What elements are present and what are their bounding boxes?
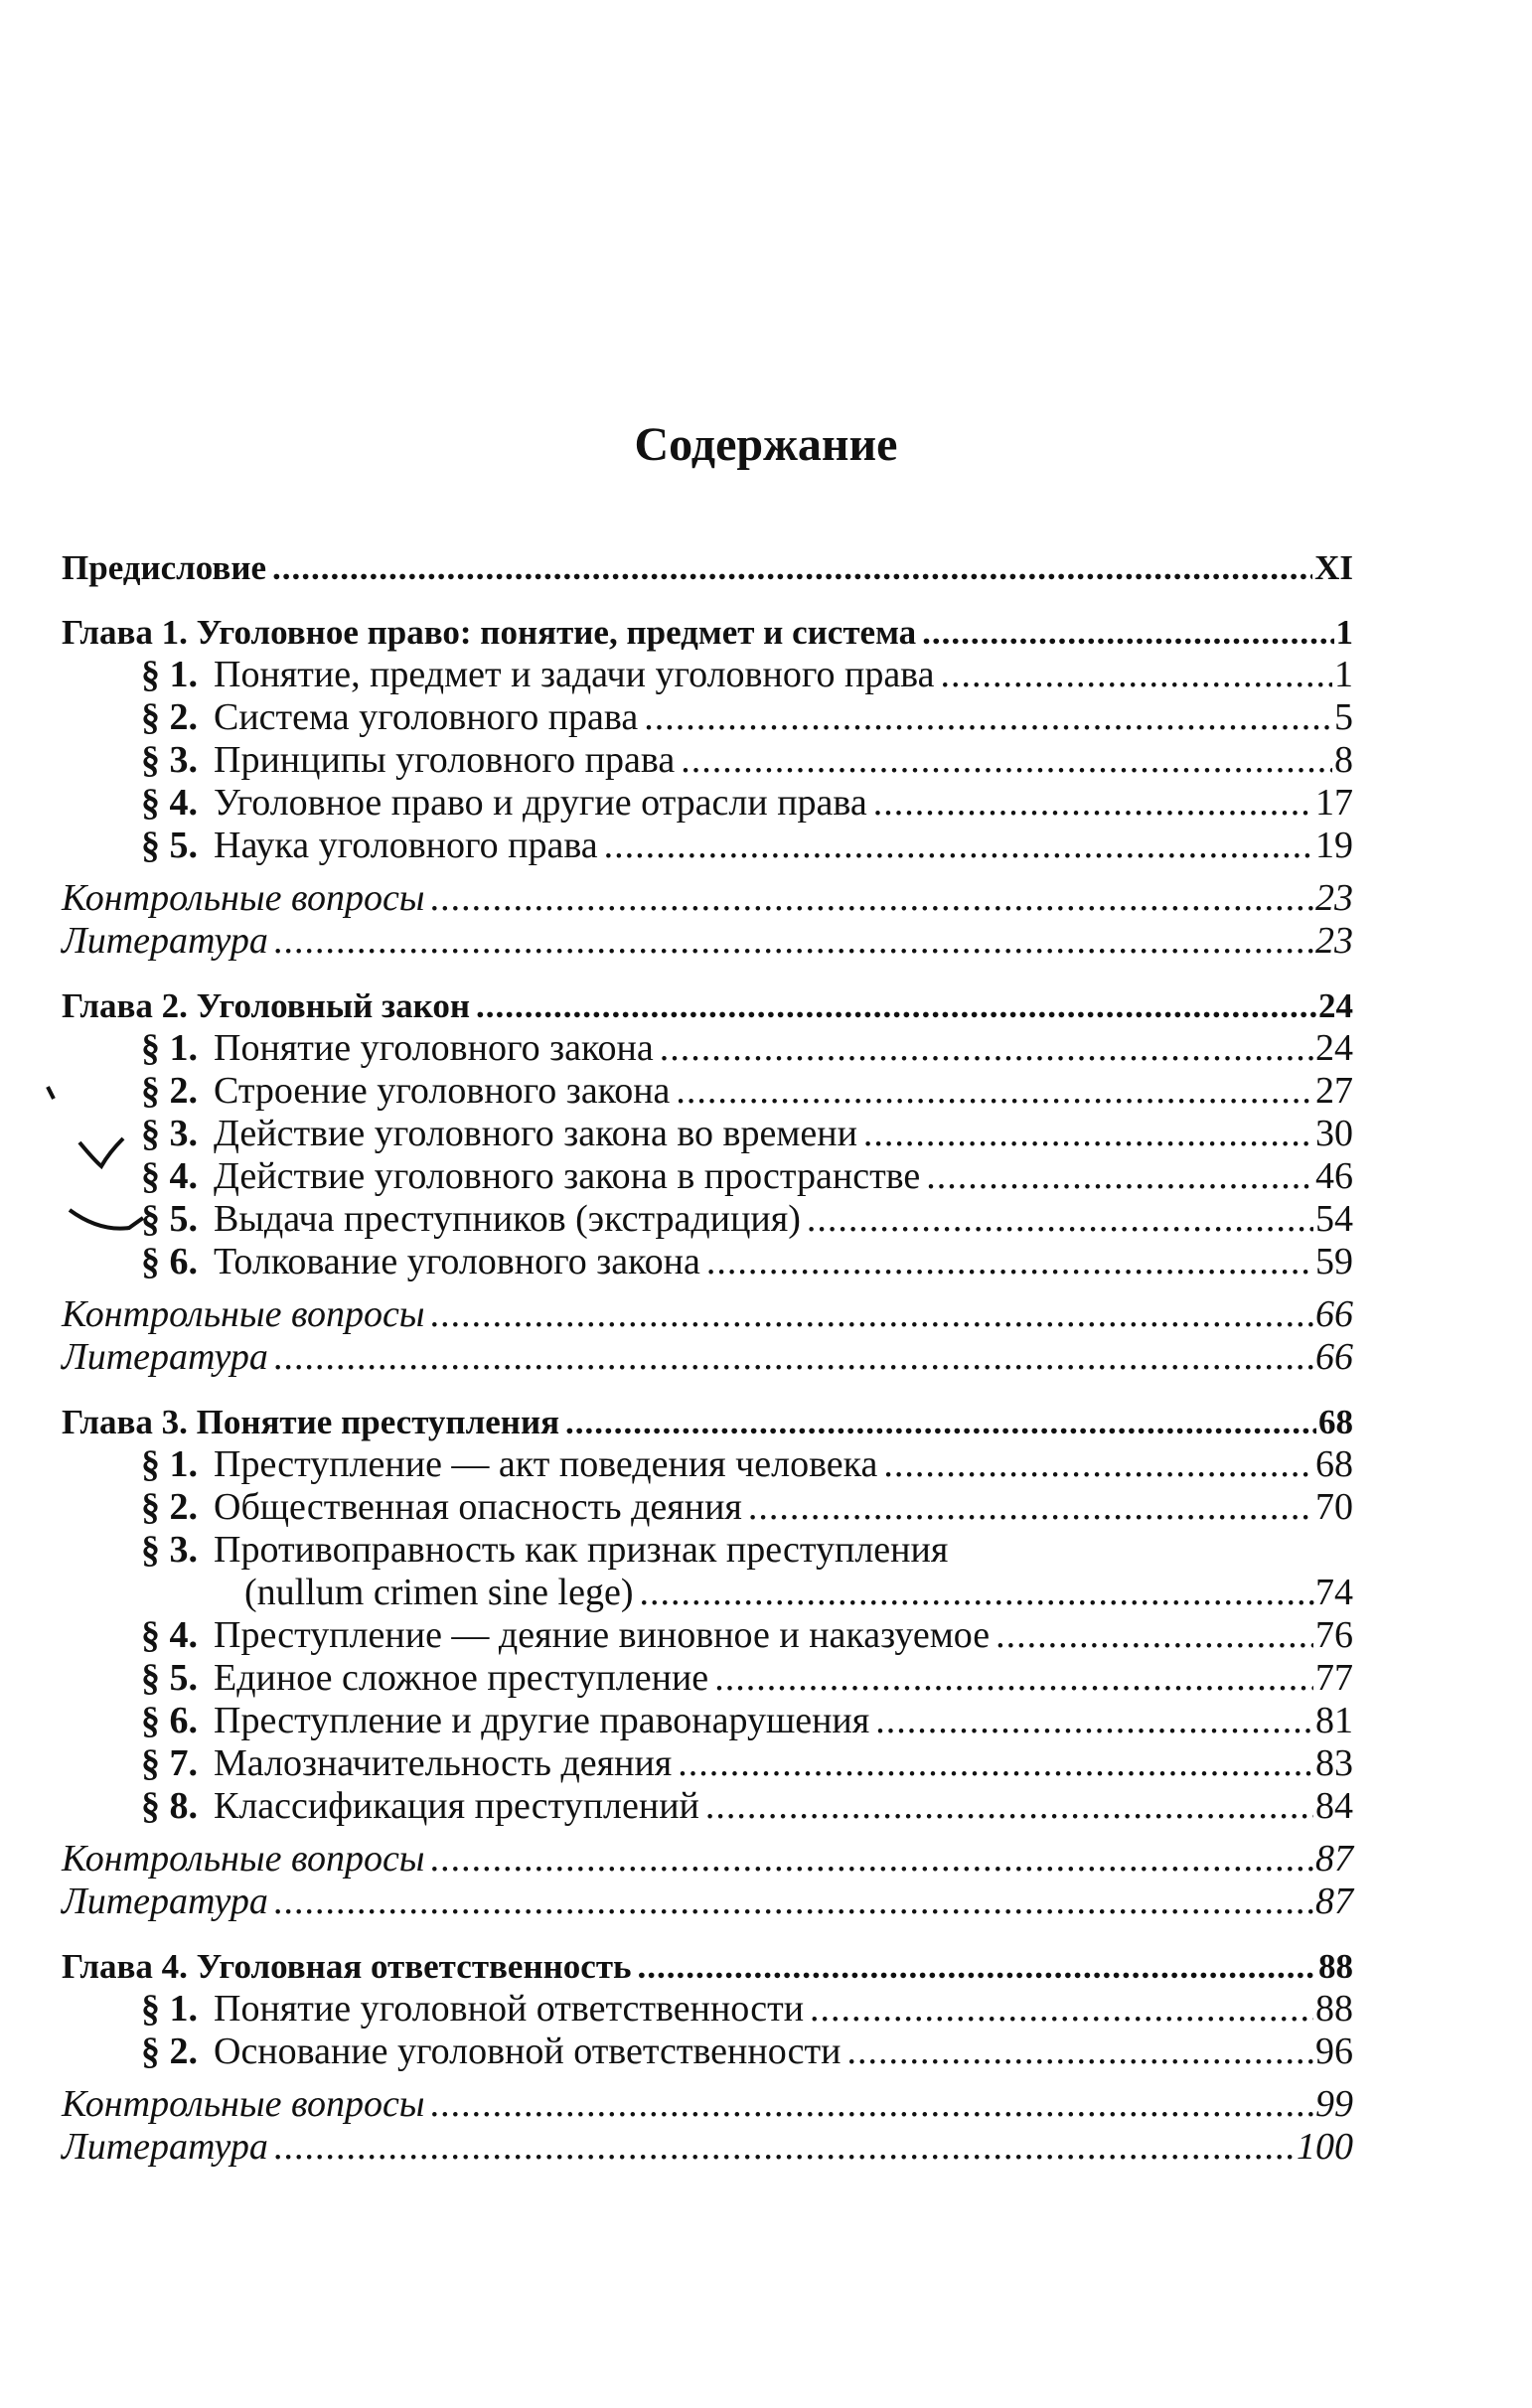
toc-entry-label xyxy=(141,1198,807,1241)
section-number: § 1. xyxy=(141,1027,198,1069)
dot-leader xyxy=(875,1700,1313,1742)
page-number: 46 xyxy=(1315,1155,1353,1197)
table-of-contents xyxy=(62,546,1353,2169)
page-number: 84 xyxy=(1315,1785,1353,1827)
dot-leader xyxy=(638,1945,1316,1988)
toc-entry-text: Предисловие xyxy=(62,548,267,587)
dot-leader xyxy=(748,1486,1313,1529)
toc-entry-label xyxy=(62,1881,274,1923)
toc-section-entry xyxy=(62,1785,1353,1828)
toc-chapter-entry xyxy=(62,1401,1353,1443)
dot-leader xyxy=(996,1614,1313,1657)
dot-leader xyxy=(431,1838,1313,1881)
toc-entry-label xyxy=(141,2031,846,2073)
toc-entry-text: Контрольные вопросы xyxy=(62,1293,425,1335)
page-number: 99 xyxy=(1315,2083,1353,2125)
toc-entry-label xyxy=(141,1155,926,1198)
toc-entry-label xyxy=(141,1113,863,1155)
toc-section-entry xyxy=(62,1241,1353,1283)
dot-leader xyxy=(604,825,1313,867)
toc-entry-text: Глава 1. Уголовное право: понятие, предмет и система xyxy=(62,613,917,652)
dot-leader xyxy=(926,1155,1313,1198)
toc-entry-label xyxy=(141,782,873,825)
page-number: 59 xyxy=(1315,1241,1353,1282)
section-number: § 3. xyxy=(141,1529,198,1571)
handwritten-tick-mark xyxy=(40,1083,179,1272)
toc-entry-text: Единое сложное преступление xyxy=(214,1657,709,1699)
toc-entry-label xyxy=(62,920,274,963)
page-number: 96 xyxy=(1315,2031,1353,2072)
toc-entry-label xyxy=(141,739,681,782)
section-number: § 5. xyxy=(141,1198,198,1240)
toc-entry-label xyxy=(141,1443,883,1486)
toc-entry-text: Наука уголовного права xyxy=(214,825,598,866)
toc-entry-label xyxy=(62,2126,274,2169)
dot-leader xyxy=(644,696,1332,739)
toc-entry-text: Малозначительность деяния xyxy=(214,1742,673,1784)
toc-entry-text: Преступление — акт поведения человека xyxy=(214,1443,878,1485)
dot-leader xyxy=(941,654,1333,696)
toc-entry-text: Действие уголовного закона в пространстве xyxy=(214,1155,921,1197)
page-number: 70 xyxy=(1315,1486,1353,1528)
toc-entry-text: Литература xyxy=(62,1336,268,1378)
toc-entry-label xyxy=(141,1241,706,1283)
dot-leader xyxy=(883,1443,1313,1486)
section-number: § 1. xyxy=(141,1443,198,1485)
toc-section-entry xyxy=(62,1700,1353,1742)
page-number: 19 xyxy=(1315,825,1353,866)
dot-leader xyxy=(714,1657,1313,1700)
page-number: 77 xyxy=(1315,1657,1353,1699)
dot-leader xyxy=(705,1785,1313,1828)
page-number: 87 xyxy=(1315,1881,1353,1922)
toc-section-entry xyxy=(62,1113,1353,1155)
toc-section-entry xyxy=(62,1070,1353,1113)
toc-entry-text: Литература xyxy=(62,1881,268,1922)
section-number: § 2. xyxy=(141,1070,198,1112)
page-number: 30 xyxy=(1315,1113,1353,1154)
dot-leader xyxy=(846,2031,1313,2073)
section-number: § 3. xyxy=(141,739,198,781)
toc-entry-text: Понятие уголовной ответственности xyxy=(214,1988,805,2030)
toc-section-entry xyxy=(62,739,1353,782)
section-number: § 1. xyxy=(141,654,198,695)
toc-entry-label xyxy=(141,1486,748,1529)
toc-entry-text: Классификация преступлений xyxy=(214,1785,699,1827)
toc-section-entry xyxy=(62,654,1353,696)
page-number: 74 xyxy=(1315,1572,1353,1613)
section-number: § 7. xyxy=(141,1742,198,1784)
dot-leader xyxy=(678,1742,1313,1785)
toc-section-entry xyxy=(62,782,1353,825)
toc-entry-label xyxy=(62,1838,431,1881)
dot-leader xyxy=(676,1070,1313,1113)
page-number: 54 xyxy=(1315,1198,1353,1240)
toc-entry-label-continued: (nullum crimen sine lege) xyxy=(244,1572,634,1613)
dot-leader xyxy=(431,2083,1313,2126)
toc-entry-label xyxy=(62,2083,431,2126)
toc-meta-entry xyxy=(62,1838,1353,1881)
toc-entry-label xyxy=(62,1293,431,1336)
toc-meta-entry xyxy=(62,1336,1353,1379)
dot-leader xyxy=(706,1241,1313,1283)
section-number: § 8. xyxy=(141,1785,198,1827)
dot-leader xyxy=(274,2126,1295,2169)
dot-leader xyxy=(272,546,1312,589)
toc-entry-text: Уголовное право и другие отрасли права xyxy=(214,782,867,824)
toc-section-entry xyxy=(62,1443,1353,1486)
toc-entry-label xyxy=(62,1336,274,1379)
page-title: Содержание xyxy=(634,418,898,471)
page-number: 81 xyxy=(1315,1700,1353,1741)
toc-section-entry xyxy=(62,1198,1353,1241)
page-number: 68 xyxy=(1318,1403,1353,1441)
toc-chapter-entry xyxy=(62,611,1353,654)
toc-meta-entry xyxy=(62,920,1353,963)
toc-meta-entry xyxy=(62,1293,1353,1336)
page-number: 1 xyxy=(1334,654,1353,695)
toc-entry-label xyxy=(141,1988,810,2031)
toc-entry-first-line xyxy=(141,1529,1353,1572)
toc-entry-label xyxy=(62,611,922,654)
toc-meta-entry xyxy=(62,1881,1353,1923)
section-number: § 1. xyxy=(141,1988,198,2030)
toc-entry-label xyxy=(141,696,644,739)
toc-entry-text: Действие уголовного закона во времени xyxy=(214,1113,857,1154)
toc-meta-entry xyxy=(62,2126,1353,2169)
page-number: 76 xyxy=(1315,1614,1353,1656)
section-number: § 4. xyxy=(141,1614,198,1656)
toc-entry-text: Выдача преступников (экстрадиция) xyxy=(214,1198,801,1240)
page-number: 27 xyxy=(1315,1070,1353,1112)
toc-entry-text: Контрольные вопросы xyxy=(62,2083,425,2125)
dot-leader xyxy=(274,1881,1313,1923)
toc-entry-text: Глава 4. Уголовная ответственность xyxy=(62,1947,632,1986)
toc-entry-text: Преступление и другие правонарушения xyxy=(214,1700,870,1741)
dot-leader xyxy=(873,782,1313,825)
toc-entry-text: Общественная опасность деяния xyxy=(214,1486,742,1528)
toc-entry-text: Основание уголовной ответственности xyxy=(214,2031,842,2072)
page-number: 66 xyxy=(1315,1336,1353,1378)
page-number: 24 xyxy=(1318,986,1353,1025)
toc-entry-text: Принципы уголовного права xyxy=(214,739,676,781)
toc-entry-label: Противоправность как признак преступления xyxy=(214,1529,949,1571)
dot-leader xyxy=(565,1401,1316,1443)
toc-entry-text: Понятие уголовного закона xyxy=(214,1027,654,1069)
toc-entry-text: Глава 3. Понятие преступления xyxy=(62,1403,560,1441)
toc-entry-label xyxy=(141,1657,714,1700)
section-number: § 6. xyxy=(141,1700,198,1741)
toc-chapter-entry xyxy=(62,1945,1353,1988)
page-number: 24 xyxy=(1315,1027,1353,1069)
section-number: § 2. xyxy=(141,2031,198,2072)
dot-leader xyxy=(274,1336,1313,1379)
toc-section-entry xyxy=(62,1529,1353,1614)
dot-leader xyxy=(476,984,1316,1027)
toc-entry-label xyxy=(62,546,272,589)
dot-leader xyxy=(810,1988,1313,2031)
toc-entry-label xyxy=(141,1070,676,1113)
page-number: XI xyxy=(1314,548,1353,587)
toc-entry-text: Глава 2. Уголовный закон xyxy=(62,986,470,1025)
toc-entry-text: Литература xyxy=(62,920,268,962)
page-number: 66 xyxy=(1315,1293,1353,1335)
toc-entry-label xyxy=(141,1700,875,1742)
toc-section-entry xyxy=(62,2031,1353,2073)
toc-section-entry xyxy=(62,1614,1353,1657)
page-number: 68 xyxy=(1315,1443,1353,1485)
toc-entry-label xyxy=(62,1945,638,1988)
toc-entry-label xyxy=(141,1742,678,1785)
toc-section-entry xyxy=(62,696,1353,739)
toc-section-entry xyxy=(62,1657,1353,1700)
dot-leader xyxy=(922,611,1333,654)
toc-entry-label xyxy=(62,877,431,920)
page-number: 1 xyxy=(1335,613,1353,652)
toc-entry-text: Понятие, предмет и задачи уголовного права xyxy=(214,654,935,695)
toc-entry-text: Контрольные вопросы xyxy=(62,1838,425,1880)
section-number: § 3. xyxy=(141,1113,198,1154)
toc-meta-entry xyxy=(62,877,1353,920)
toc-entry-label xyxy=(62,984,476,1027)
dot-leader xyxy=(431,877,1313,920)
section-number: § 5. xyxy=(141,1657,198,1699)
toc-entry-text: Система уголовного права xyxy=(214,696,639,738)
page-number: 88 xyxy=(1315,1988,1353,2030)
toc-entry-label xyxy=(141,825,604,867)
dot-leader xyxy=(681,739,1332,782)
toc-meta-entry xyxy=(62,2083,1353,2126)
page-number: 100 xyxy=(1297,2126,1353,2168)
section-number: § 5. xyxy=(141,825,198,866)
toc-entry-label xyxy=(141,1614,996,1657)
toc-entry-continuation xyxy=(141,1572,1353,1614)
section-number: § 2. xyxy=(141,696,198,738)
toc-entry-text: Строение уголовного закона xyxy=(214,1070,671,1112)
section-number: § 6. xyxy=(141,1241,198,1282)
toc-section-entry xyxy=(62,1742,1353,1785)
dot-leader xyxy=(640,1572,1316,1614)
toc-section-entry xyxy=(62,1027,1353,1070)
toc-entry-label xyxy=(62,1401,565,1443)
toc-entry-label xyxy=(141,654,941,696)
toc-entry-label xyxy=(141,1785,705,1828)
section-number: § 2. xyxy=(141,1486,198,1528)
toc-entry-text: Литература xyxy=(62,2126,268,2168)
page-number: 8 xyxy=(1334,739,1353,781)
page-number: 23 xyxy=(1315,877,1353,919)
toc-section-entry xyxy=(62,1486,1353,1529)
dot-leader xyxy=(807,1198,1313,1241)
page-number: 88 xyxy=(1318,1947,1353,1986)
toc-section-entry xyxy=(62,825,1353,867)
toc-section-entry xyxy=(62,1988,1353,2031)
toc-entry-text: Преступление — деяние виновное и наказуемое xyxy=(214,1614,991,1656)
toc-entry-text: Толкование уголовного закона xyxy=(214,1241,700,1282)
toc-section-entry xyxy=(62,1155,1353,1198)
toc-chapter-entry xyxy=(62,984,1353,1027)
page-number: 83 xyxy=(1315,1742,1353,1784)
page-number: 5 xyxy=(1334,696,1353,738)
page-number: 17 xyxy=(1315,782,1353,824)
dot-leader xyxy=(660,1027,1313,1070)
section-number: § 4. xyxy=(141,782,198,824)
dot-leader xyxy=(274,920,1313,963)
dot-leader xyxy=(863,1113,1313,1155)
dot-leader xyxy=(431,1293,1313,1336)
toc-entry-label xyxy=(141,1027,660,1070)
toc-chapter-entry xyxy=(62,546,1353,589)
section-number: § 4. xyxy=(141,1155,198,1197)
page-number: 87 xyxy=(1315,1838,1353,1880)
page-number: 23 xyxy=(1315,920,1353,962)
toc-entry-text: Контрольные вопросы xyxy=(62,877,425,919)
